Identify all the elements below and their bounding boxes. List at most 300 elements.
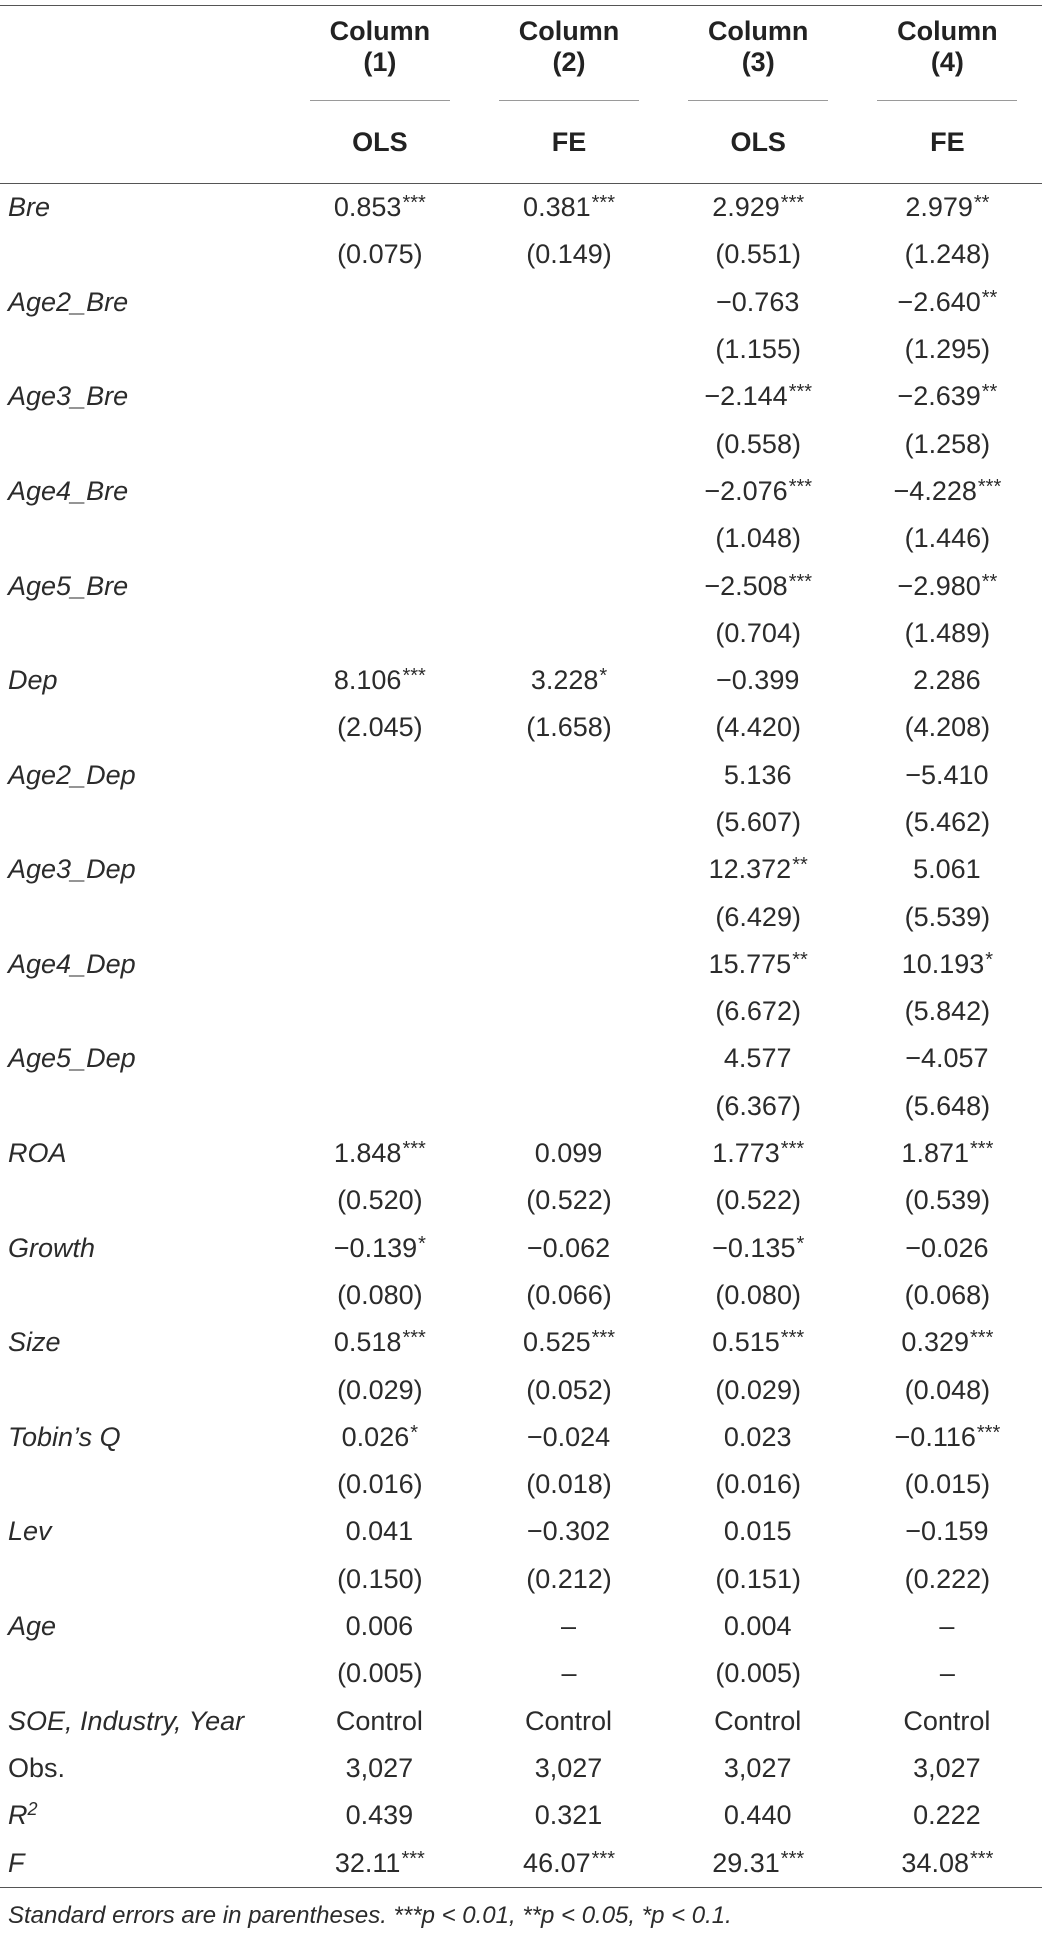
cell-value: (1.446): [904, 523, 991, 554]
row-label-empty: [0, 515, 285, 562]
row-label: [0, 1035, 285, 1082]
cell-value: −5.410: [905, 759, 989, 790]
cell-value: −0.399: [716, 665, 800, 696]
row-label: [0, 846, 285, 893]
table-row-se: [0, 704, 1042, 751]
significance-stars: ***: [970, 1138, 994, 1161]
cell-value: −0.026: [905, 1232, 989, 1263]
cell-value: 8.106: [333, 665, 402, 696]
cell-value: 29.31: [712, 1847, 780, 1878]
cell-value: (0.080): [337, 1279, 423, 1310]
row-label-text: Tobin’s Q: [8, 1421, 121, 1452]
coef-cell: [285, 846, 474, 893]
se-cell: [474, 1366, 663, 1413]
column-method: OLS: [285, 101, 474, 184]
row-label-text: F: [8, 1847, 25, 1878]
stat-cell: [853, 1745, 1042, 1792]
table-row-se: [0, 610, 1042, 657]
cell-value: 12.372: [708, 854, 792, 885]
se-cell: [664, 326, 853, 373]
cell-value: 0.439: [345, 1800, 414, 1831]
cell-value: 5.136: [723, 759, 792, 790]
se-cell: [664, 1461, 853, 1508]
se-cell: [664, 799, 853, 846]
se-cell: [853, 988, 1042, 1035]
table-row-se: [0, 1461, 1042, 1508]
table-row-stat: [0, 1745, 1042, 1792]
cell-value: −0.139: [333, 1232, 418, 1263]
se-cell: [853, 704, 1042, 751]
significance-stars: ***: [780, 1847, 805, 1870]
se-cell: [853, 1177, 1042, 1224]
coef-cell: [664, 184, 853, 232]
significance-stars: **: [981, 381, 998, 404]
row-label: [0, 373, 285, 420]
significance-stars: ***: [402, 1138, 426, 1161]
cell-value: 1.871: [901, 1138, 969, 1169]
row-label: [0, 562, 285, 609]
cell-value: −0.062: [526, 1232, 611, 1263]
row-label-text: Size: [8, 1327, 61, 1358]
se-cell: [853, 893, 1042, 940]
cell-value: −0.763: [716, 286, 800, 317]
cell-value: 0.004: [723, 1611, 792, 1642]
se-cell: [285, 231, 474, 278]
se-cell: [474, 420, 663, 467]
coef-cell: [664, 1130, 853, 1177]
se-cell: [474, 1083, 663, 1130]
se-cell: [285, 799, 474, 846]
coef-cell: [285, 941, 474, 988]
cell-value: Control: [903, 1705, 991, 1736]
row-label: [0, 1839, 285, 1887]
cell-value: 0.041: [345, 1516, 414, 1547]
coef-cell: [853, 468, 1042, 515]
cell-value: −0.302: [526, 1516, 611, 1547]
table-row-se: [0, 1083, 1042, 1130]
se-cell: [853, 1366, 1042, 1413]
stat-cell: [285, 1792, 474, 1839]
row-label-text: Age2_Dep: [8, 759, 136, 790]
cell-value: –: [561, 1611, 577, 1642]
row-label: [0, 1319, 285, 1366]
coef-cell: [474, 846, 663, 893]
column-name: [474, 6, 663, 101]
se-cell: [664, 610, 853, 657]
stat-cell: [853, 1792, 1042, 1839]
coef-cell: [474, 1225, 663, 1272]
header-blank-cell: [0, 6, 285, 101]
cell-value: 0.440: [723, 1800, 792, 1831]
significance-stars: ***: [402, 665, 426, 688]
cell-value: (0.551): [715, 239, 801, 270]
table-row-se: [0, 1177, 1042, 1224]
coef-cell: [285, 1319, 474, 1366]
coef-cell: [664, 752, 853, 799]
table-header: [0, 6, 1042, 184]
cell-value: (4.208): [904, 712, 991, 743]
table-row-coef: [0, 752, 1042, 799]
column-method: FE: [474, 101, 663, 184]
cell-value: 1.773: [712, 1138, 780, 1169]
cell-value: (1.048): [715, 523, 801, 554]
coef-cell: [285, 373, 474, 420]
coef-cell: [285, 1225, 474, 1272]
coef-cell: [853, 1414, 1042, 1461]
cell-value: (4.420): [715, 712, 801, 743]
se-cell: [664, 704, 853, 751]
row-label-text: Age2_Bre: [8, 286, 129, 317]
cell-value: 3.228: [530, 665, 599, 696]
se-cell: [664, 231, 853, 278]
row-label-empty: [0, 231, 285, 278]
row-label: [0, 184, 285, 232]
label-superscript: 2: [27, 1799, 38, 1820]
se-cell: [664, 1366, 853, 1413]
se-cell: [285, 1366, 474, 1413]
se-cell: [285, 1083, 474, 1130]
cell-value: (1.658): [526, 712, 612, 743]
row-label-empty: [0, 1083, 285, 1130]
cell-value: (1.295): [904, 334, 991, 365]
significance-stars: ***: [591, 1327, 615, 1350]
row-label: [0, 279, 285, 326]
significance-stars: **: [792, 948, 808, 971]
cell-value: 0.525: [523, 1327, 591, 1358]
se-cell: [853, 1556, 1042, 1603]
coef-cell: [474, 1414, 663, 1461]
coef-cell: [474, 562, 663, 609]
cell-value: −4.057: [905, 1043, 989, 1074]
cell-value: 4.577: [723, 1043, 792, 1074]
significance-stars: ***: [780, 1327, 805, 1350]
table-body: [0, 184, 1042, 1888]
row-label-empty: [0, 704, 285, 751]
cell-value: (6.367): [715, 1090, 801, 1121]
stat-cell: [853, 1839, 1042, 1887]
significance-stars: ***: [591, 192, 615, 215]
se-cell: [853, 799, 1042, 846]
table-row-se: [0, 420, 1042, 467]
coef-cell: [474, 657, 663, 704]
cell-value: 10.193: [901, 948, 985, 979]
cell-value: (5.842): [904, 996, 991, 1027]
row-label: [0, 468, 285, 515]
cell-value: –: [939, 1658, 955, 1689]
coef-cell: [474, 373, 663, 420]
row-label-empty: [0, 1556, 285, 1603]
cell-value: (0.520): [337, 1185, 423, 1216]
coef-cell: [285, 1414, 474, 1461]
coef-cell: [474, 752, 663, 799]
row-label-text: Age4_Bre: [8, 475, 129, 506]
cell-value: (1.248): [904, 239, 991, 270]
table-row-coef: [0, 1035, 1042, 1082]
coef-cell: [853, 373, 1042, 420]
table-row-coef: [0, 279, 1042, 326]
stat-cell: [285, 1698, 474, 1745]
significance-stars: **: [792, 854, 808, 877]
cell-value: (1.155): [715, 334, 801, 365]
row-label: [0, 1745, 285, 1792]
row-label-text: Obs.: [8, 1752, 66, 1783]
cell-value: 3,027: [345, 1752, 414, 1783]
cell-value: Control: [714, 1705, 802, 1736]
coef-cell: [474, 184, 663, 232]
table-row-coef: [0, 373, 1042, 420]
coef-cell: [285, 1130, 474, 1177]
table-row-coef: [0, 846, 1042, 893]
row-label: [0, 752, 285, 799]
stat-cell: [664, 1792, 853, 1839]
cell-value: (5.539): [904, 901, 991, 932]
row-label-text: Lev: [8, 1516, 52, 1547]
row-label-empty: [0, 893, 285, 940]
coef-cell: [853, 1225, 1042, 1272]
coef-cell: [853, 846, 1042, 893]
row-label: [0, 1414, 285, 1461]
se-cell: [664, 988, 853, 1035]
cell-value: −2.640: [897, 286, 981, 317]
column-name-text: Column (3): [688, 16, 828, 101]
significance-stars: ***: [977, 475, 1002, 498]
cell-value: 3,027: [913, 1752, 981, 1783]
se-cell: [285, 326, 474, 373]
significance-stars: ***: [780, 1138, 805, 1161]
se-cell: [853, 326, 1042, 373]
cell-value: –: [939, 1611, 955, 1642]
row-label-text: Growth: [8, 1232, 96, 1263]
cell-value: −2.144: [704, 381, 788, 412]
methods-row: [0, 101, 1042, 184]
cell-value: (1.258): [904, 428, 991, 459]
row-label-text: Age3_Dep: [8, 854, 136, 885]
se-cell: [853, 1272, 1042, 1319]
coef-cell: [285, 1603, 474, 1650]
coef-cell: [664, 468, 853, 515]
stat-cell: [474, 1745, 663, 1792]
cell-value: (0.149): [526, 239, 612, 270]
table-row-coef: [0, 184, 1042, 232]
cell-value: 2.979: [905, 192, 973, 223]
table-row-coef: [0, 1225, 1042, 1272]
regression-table: [0, 5, 1042, 1888]
se-cell: [853, 231, 1042, 278]
column-name: [664, 6, 853, 101]
table-row-se: [0, 799, 1042, 846]
cell-value: −0.135: [712, 1232, 796, 1263]
table-row-coef: [0, 1603, 1042, 1650]
stat-cell: [664, 1698, 853, 1745]
cell-value: (1.489): [904, 617, 991, 648]
row-label-text: Age5_Dep: [8, 1043, 136, 1074]
cell-value: −2.980: [897, 570, 981, 601]
cell-value: 0.329: [901, 1327, 969, 1358]
stat-cell: [664, 1839, 853, 1887]
row-label-text: Age5_Bre: [8, 570, 129, 601]
cell-value: (0.066): [526, 1279, 612, 1310]
se-cell: [474, 1177, 663, 1224]
coef-cell: [853, 752, 1042, 799]
se-cell: [474, 515, 663, 562]
se-cell: [474, 704, 663, 751]
cell-value: (6.429): [715, 901, 801, 932]
row-label-empty: [0, 1272, 285, 1319]
cell-value: (0.005): [715, 1658, 801, 1689]
stat-cell: [285, 1745, 474, 1792]
cell-value: 0.222: [913, 1800, 981, 1831]
cell-value: (0.539): [904, 1185, 991, 1216]
column-names-row: [0, 6, 1042, 101]
significance-stars: ***: [402, 192, 426, 215]
row-label-empty: [0, 1650, 285, 1697]
row-label-text: Bre: [8, 192, 51, 223]
cell-value: 32.11: [334, 1847, 401, 1878]
cell-value: −2.076: [704, 475, 788, 506]
cell-value: (0.068): [904, 1279, 991, 1310]
coef-cell: [664, 846, 853, 893]
cell-value: (0.522): [715, 1185, 801, 1216]
table-footnote: Standard errors are in parentheses. ***p < 0.01, **p < 0.05, *p < 0.1.: [8, 1902, 732, 1929]
cell-value: (0.704): [715, 617, 801, 648]
cell-value: (0.015): [904, 1469, 991, 1500]
row-label-empty: [0, 420, 285, 467]
column-name-text: Column (1): [310, 16, 450, 101]
significance-stars: *: [985, 948, 994, 971]
se-cell: [285, 704, 474, 751]
coef-cell: [285, 468, 474, 515]
se-cell: [664, 1272, 853, 1319]
cell-value: 0.853: [333, 192, 402, 223]
coef-cell: [664, 1414, 853, 1461]
cell-value: (0.029): [337, 1374, 423, 1405]
se-cell: [664, 893, 853, 940]
cell-value: 3,027: [723, 1752, 792, 1783]
significance-stars: ***: [780, 192, 805, 215]
row-label-empty: [0, 326, 285, 373]
se-cell: [664, 420, 853, 467]
se-cell: [853, 1083, 1042, 1130]
coef-cell: [664, 1508, 853, 1555]
coef-cell: [853, 1035, 1042, 1082]
table-row-coef: [0, 941, 1042, 988]
column-method: OLS: [664, 101, 853, 184]
row-label: [0, 1508, 285, 1555]
row-label-empty: [0, 988, 285, 1035]
se-cell: [474, 893, 663, 940]
coef-cell: [285, 279, 474, 326]
se-cell: [474, 1272, 663, 1319]
significance-stars: *: [418, 1232, 426, 1255]
se-cell: [285, 610, 474, 657]
stat-cell: [285, 1839, 474, 1887]
cell-value: 15.775: [708, 948, 792, 979]
coef-cell: [664, 373, 853, 420]
cell-value: (0.080): [715, 1279, 801, 1310]
cell-value: (0.018): [526, 1469, 612, 1500]
table-row-se: [0, 988, 1042, 1035]
significance-stars: **: [981, 570, 998, 593]
row-label-empty: [0, 610, 285, 657]
significance-stars: ***: [788, 475, 813, 498]
significance-stars: ***: [976, 1421, 1001, 1444]
coef-cell: [664, 279, 853, 326]
significance-stars: *: [599, 665, 608, 688]
coef-cell: [285, 184, 474, 232]
row-label-empty: [0, 799, 285, 846]
cell-value: (0.150): [337, 1563, 423, 1594]
cell-value: (6.672): [715, 996, 801, 1027]
table-row-coef: [0, 1414, 1042, 1461]
cell-value: 0.518: [333, 1327, 402, 1358]
significance-stars: **: [973, 192, 990, 215]
table-row-coef: [0, 1508, 1042, 1555]
se-cell: [664, 515, 853, 562]
se-cell: [285, 1461, 474, 1508]
row-label-text: ROA: [8, 1138, 67, 1169]
cell-value: (5.648): [904, 1090, 991, 1121]
row-label-text: Age4_Dep: [8, 948, 136, 979]
row-label: [0, 1130, 285, 1177]
stat-cell: [474, 1792, 663, 1839]
cell-value: (0.005): [337, 1658, 423, 1689]
se-cell: [285, 515, 474, 562]
coef-cell: [664, 1319, 853, 1366]
coef-cell: [664, 1225, 853, 1272]
se-cell: [285, 1272, 474, 1319]
row-label: [0, 941, 285, 988]
column-method: FE: [853, 101, 1042, 184]
se-cell: [285, 1556, 474, 1603]
row-label: [0, 1792, 285, 1839]
column-name-text: Column (4): [877, 16, 1017, 101]
cell-value: (5.607): [715, 807, 801, 837]
cell-value: 0.015: [723, 1516, 792, 1547]
se-cell: [474, 1556, 663, 1603]
coef-cell: [474, 941, 663, 988]
table-row-coef: [0, 1130, 1042, 1177]
cell-value: 46.07: [523, 1847, 591, 1878]
cell-value: (5.462): [904, 807, 991, 837]
coef-cell: [853, 1603, 1042, 1650]
coef-cell: [474, 1130, 663, 1177]
table-row-se: [0, 1366, 1042, 1413]
cell-value: 0.099: [534, 1138, 603, 1169]
row-label-text: SOE, Industry, Year: [8, 1705, 245, 1736]
cell-value: 0.381: [523, 192, 591, 223]
cell-value: (0.052): [526, 1374, 612, 1405]
coef-cell: [285, 752, 474, 799]
significance-stars: ***: [970, 1327, 994, 1350]
significance-stars: *: [796, 1232, 805, 1255]
se-cell: [853, 420, 1042, 467]
cell-value: −0.116: [894, 1421, 976, 1452]
row-label: [0, 1603, 285, 1650]
se-cell: [474, 1650, 663, 1697]
significance-stars: ***: [970, 1847, 994, 1870]
se-cell: [664, 1556, 853, 1603]
coef-cell: [474, 468, 663, 515]
table-row-se: [0, 1556, 1042, 1603]
cell-value: −0.024: [526, 1421, 611, 1452]
cell-value: 3,027: [534, 1752, 603, 1783]
se-cell: [474, 988, 663, 1035]
significance-stars: ***: [788, 381, 813, 404]
table-row-se: [0, 1272, 1042, 1319]
cell-value: (0.048): [904, 1374, 991, 1405]
se-cell: [853, 1461, 1042, 1508]
row-label: [0, 657, 285, 704]
